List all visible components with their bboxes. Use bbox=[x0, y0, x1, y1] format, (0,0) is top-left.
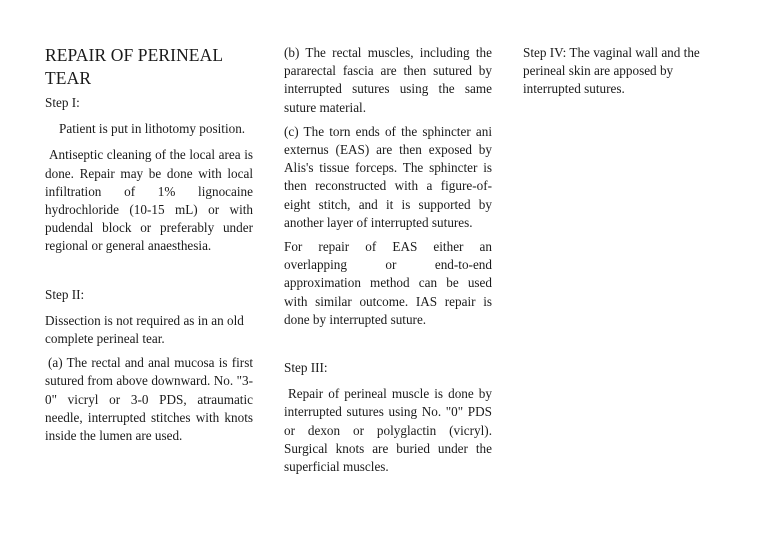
column-left bbox=[45, 44, 253, 445]
step-2-paragraph-eas: For repair of EAS either an overlapping or end-to-end approximation method can be used with similar outcome. IAS repair is done by interrupted suture. bbox=[284, 239, 492, 327]
step-2-heading: Step II: bbox=[45, 286, 85, 302]
column-middle bbox=[284, 44, 492, 476]
step-4-paragraph: Step IV: The vaginal wall and the perineal skin are apposed by interrupted sutures. bbox=[523, 45, 700, 97]
column-right bbox=[523, 44, 728, 99]
step-2-paragraph-dissection: Dissection is not required as in an old complete perineal tear. bbox=[45, 312, 244, 347]
step-2-paragraph-c: (c) The torn ends of the sphincter ani externus (EAS) are then exposed by Alis's tissue forceps. The sphincter is then reconstructed with a figure-of-eight stitch, and it is supported by another layer of interrupted sutures. bbox=[284, 123, 492, 230]
step-2-paragraph-a: (a) The rectal and anal mucosa is first sutured from above downward. No. "3-0" vicryl or 3-0 PDS, atraumatic needle, interrupted stitches with knots inside the lumen are used. bbox=[45, 355, 253, 444]
step-1-paragraph-anaesthesia: Antiseptic cleaning of the local area is done. Repair may be done with local infiltration of 1% lignocaine hydrochloride (10-15 mL) or with pudendal block or preferably under regional or general anaesthesia. bbox=[45, 147, 253, 254]
step-3-paragraph-muscle: Repair of perineal muscle is done by interrupted sutures using No. "0" PDS or dexon or polyglactin (vicryl). Surgical knots are buried under the superficial muscles. bbox=[284, 386, 492, 475]
step-1-heading: Step I: bbox=[45, 95, 80, 110]
page-title: REPAIR OF PERINEAL TEAR bbox=[45, 45, 223, 88]
step-1-paragraph-position: Patient is put in lithotomy position. bbox=[59, 121, 246, 137]
step-3-heading: Step III: bbox=[284, 360, 328, 376]
step-2-paragraph-b: (b) The rectal muscles, including the pararectal fascia are then sutured by interrupted sutures using the same suture material. bbox=[284, 45, 492, 115]
